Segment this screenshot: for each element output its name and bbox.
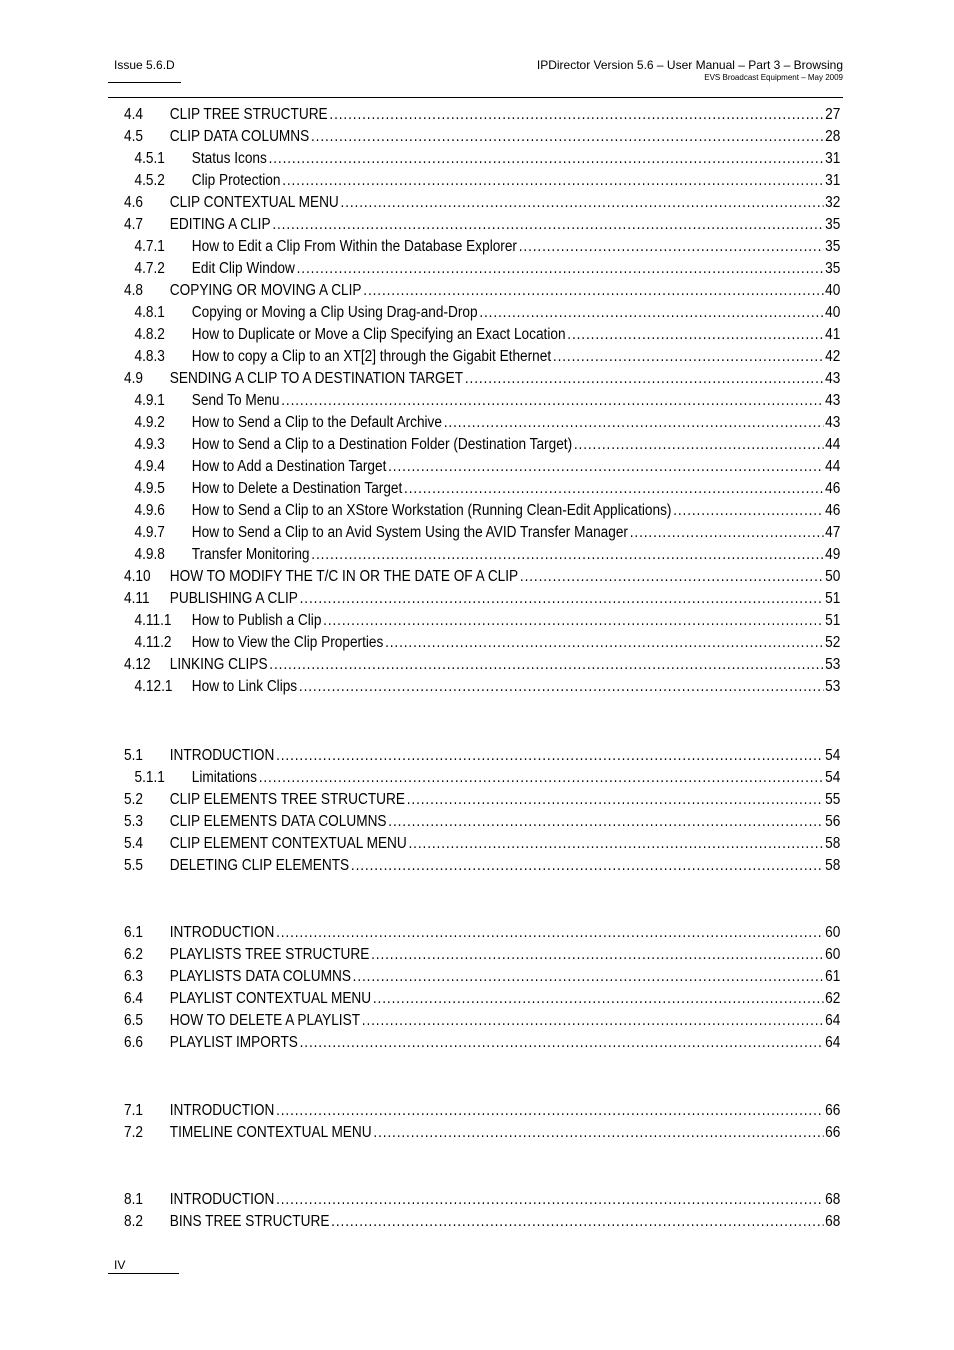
toc-entry-page: 68 <box>825 1213 841 1230</box>
toc-entry-page: 44 <box>825 436 841 453</box>
toc-entry-page: 32 <box>825 194 841 211</box>
toc-entry[interactable] <box>124 148 840 170</box>
toc-entry-number: 5.3 <box>124 813 143 830</box>
toc-entry-title: INTRODUCTION <box>169 1191 275 1208</box>
toc-entry-number: 4.9.6 <box>134 502 165 519</box>
toc-entry-number: 5.1.1 <box>134 769 165 786</box>
toc-entry[interactable] <box>124 966 840 988</box>
toc-dot-leader <box>300 1032 824 1054</box>
toc-entry[interactable] <box>124 922 840 944</box>
toc-dot-leader <box>281 390 823 412</box>
toc-dot-leader <box>385 632 823 654</box>
toc-entry-title: How to Send a Clip to an XStore Workstation (Running Clean-Edit Applications) <box>191 502 672 519</box>
toc-entry-number: 4.5 <box>124 128 143 145</box>
toc-entry-page: 64 <box>825 1012 841 1029</box>
toc-entry-page: 43 <box>825 392 841 409</box>
toc-entry-title: How to Send a Clip to an Avid System Using the AVID Transfer Manager <box>191 524 628 541</box>
toc-group-8 <box>124 1189 841 1233</box>
toc-group-6 <box>124 922 841 1054</box>
header-title: IPDirector Version 5.6 – User Manual – Part 3 – Browsing <box>536 58 843 72</box>
toc-entry-number: 6.3 <box>124 968 143 985</box>
toc-entry-number: 4.11.2 <box>134 634 172 651</box>
toc-entry-page: 60 <box>825 946 841 963</box>
toc-entry[interactable] <box>124 104 840 126</box>
toc-entry[interactable] <box>124 833 840 855</box>
toc-entry[interactable] <box>124 944 840 966</box>
toc-entry-page: 44 <box>825 458 841 475</box>
header-issue: Issue 5.6.D <box>114 58 175 72</box>
toc-dot-leader <box>630 522 824 544</box>
toc-entry-number: 7.2 <box>124 1124 143 1141</box>
toc-dot-leader <box>567 324 823 346</box>
toc-entry-number: 4.10 <box>124 568 151 585</box>
toc-entry-number: 4.5.1 <box>134 150 165 167</box>
toc-entry-page: 68 <box>825 1191 841 1208</box>
toc-entry-page: 61 <box>825 968 841 985</box>
toc-entry-title: How to Edit a Clip From Within the Database Explorer <box>191 238 517 255</box>
toc-entry[interactable] <box>124 988 840 1010</box>
toc-entry-page: 54 <box>825 747 841 764</box>
toc-entry-number: 4.6 <box>124 194 143 211</box>
toc-dot-leader <box>311 544 823 566</box>
toc-entry-title: How to Delete a Destination Target <box>191 480 403 497</box>
toc-entry-title: CLIP ELEMENTS DATA COLUMNS <box>169 813 387 830</box>
toc-entry-title: How to Publish a Clip <box>191 612 322 629</box>
toc-entry-number: 4.8.2 <box>134 326 165 343</box>
toc-dot-leader <box>323 610 823 632</box>
toc-entry-number: 4.9.8 <box>134 546 165 563</box>
toc-entry-page: 49 <box>825 546 841 563</box>
toc-group-5 <box>124 745 841 877</box>
toc-dot-leader <box>373 988 823 1010</box>
toc-entry-title: EDITING A CLIP <box>169 216 271 233</box>
toc-dot-leader <box>404 478 823 500</box>
toc-entry[interactable] <box>124 412 840 434</box>
toc-dot-leader <box>388 456 823 478</box>
toc-entry-page: 58 <box>825 835 841 852</box>
toc-entry[interactable] <box>124 745 840 767</box>
toc-entry[interactable] <box>124 192 840 214</box>
toc-entry-number: 7.1 <box>124 1102 143 1119</box>
toc-entry-title: INTRODUCTION <box>169 1102 275 1119</box>
toc-entry-page: 52 <box>825 634 841 651</box>
toc-entry-page: 51 <box>825 612 841 629</box>
toc-entry-number: 5.2 <box>124 791 143 808</box>
toc-entry-title: HOW TO DELETE A PLAYLIST <box>169 1012 361 1029</box>
header-left-rule <box>108 82 181 83</box>
toc-entry-title: PUBLISHING A CLIP <box>169 590 298 607</box>
toc-entry-number: 4.9 <box>124 370 143 387</box>
toc-dot-leader <box>276 745 823 767</box>
header-right <box>537 58 843 83</box>
toc-entry-title: How to Duplicate or Move a Clip Specifying an Exact Location <box>191 326 566 343</box>
toc-dot-leader <box>311 126 823 148</box>
toc-entry-page: 40 <box>825 304 841 321</box>
toc-dot-leader <box>373 1122 823 1144</box>
toc-entry-title: How to Send a Clip to the Default Archive <box>191 414 442 431</box>
toc-entry-number: 5.5 <box>124 857 143 874</box>
toc-entry-title: Send To Menu <box>191 392 280 409</box>
toc-entry-number: 4.12 <box>124 656 151 673</box>
toc-dot-leader <box>276 1189 823 1211</box>
toc-entry-number: 4.9.2 <box>134 414 165 431</box>
toc-entry-page: 43 <box>825 414 841 431</box>
toc-entry-number: 5.1 <box>124 747 143 764</box>
toc-entry-page: 62 <box>825 990 841 1007</box>
toc-entry-page: 66 <box>825 1124 841 1141</box>
toc-dot-leader <box>371 944 823 966</box>
toc-entry-page: 58 <box>825 857 841 874</box>
toc-entry-title: CLIP ELEMENTS TREE STRUCTURE <box>169 791 405 808</box>
toc-entry-page: 64 <box>825 1034 841 1051</box>
toc-entry-title: Transfer Monitoring <box>191 546 310 563</box>
toc-entry-number: 4.7 <box>124 216 143 233</box>
toc-entry-number: 6.5 <box>124 1012 143 1029</box>
toc-dot-leader <box>331 1211 823 1233</box>
toc-entry-number: 6.1 <box>124 924 143 941</box>
toc-entry-page: 42 <box>825 348 841 365</box>
toc-entry-number: 4.9.4 <box>134 458 165 475</box>
toc-dot-leader <box>465 368 824 390</box>
toc-entry[interactable] <box>124 811 840 833</box>
toc-dot-leader <box>353 966 824 988</box>
toc-entry[interactable] <box>124 368 840 390</box>
toc-entry-title: CLIP ELEMENT CONTEXTUAL MENU <box>169 835 407 852</box>
toc-entry-page: 35 <box>825 216 841 233</box>
toc-entry-title: PLAYLIST CONTEXTUAL MENU <box>169 990 372 1007</box>
toc-entry-number: 4.9.7 <box>134 524 165 541</box>
toc-entry-title: How to View the Clip Properties <box>191 634 384 651</box>
toc-entry-title: Clip Protection <box>191 172 281 189</box>
toc-entry-title: DELETING CLIP ELEMENTS <box>169 857 350 874</box>
header-rule <box>108 97 843 98</box>
toc-entry-number: 4.9.1 <box>134 392 165 409</box>
toc-entry-page: 43 <box>825 370 841 387</box>
toc-entry-page: 46 <box>825 480 841 497</box>
toc-entry[interactable] <box>124 1032 840 1054</box>
toc-dot-leader <box>269 654 823 676</box>
toc-dot-leader <box>351 855 823 877</box>
toc-entry[interactable] <box>124 767 840 789</box>
toc-entry-title: HOW TO MODIFY THE T/C IN OR THE DATE OF A CLIP <box>169 568 519 585</box>
toc-entry-number: 4.9.5 <box>134 480 165 497</box>
toc-entry[interactable] <box>124 1122 840 1144</box>
toc-dot-leader <box>329 104 823 126</box>
toc-entry-title: PLAYLISTS DATA COLUMNS <box>169 968 351 985</box>
toc-entry-title: CLIP CONTEXTUAL MENU <box>169 194 339 211</box>
toc-group-4 <box>124 104 841 698</box>
header-subtitle: EVS Broadcast Equipment – May 2009 <box>704 73 843 82</box>
toc-entry[interactable] <box>124 610 840 632</box>
toc-dot-leader <box>519 236 824 258</box>
toc-entry-title: TIMELINE CONTEXTUAL MENU <box>169 1124 372 1141</box>
toc-dot-leader <box>299 676 823 698</box>
toc-entry-number: 4.8.1 <box>134 304 165 321</box>
toc-entry[interactable] <box>124 280 840 302</box>
toc-entry-title: How to Send a Clip to a Destination Folder (Destination Target) <box>191 436 573 453</box>
toc-entry-title: How to Add a Destination Target <box>191 458 387 475</box>
toc-entry-number: 4.9.3 <box>134 436 165 453</box>
toc-entry-page: 46 <box>825 502 841 519</box>
toc-entry-title: PLAYLIST IMPORTS <box>169 1034 298 1051</box>
toc-entry-page: 35 <box>825 238 841 255</box>
toc-entry[interactable] <box>124 390 840 412</box>
toc-dot-leader <box>272 214 823 236</box>
toc-entry-page: 41 <box>825 326 841 343</box>
toc-entry-title: COPYING OR MOVING A CLIP <box>169 282 362 299</box>
toc-entry[interactable] <box>124 346 840 368</box>
toc-dot-leader <box>362 1010 824 1032</box>
toc-entry-number: 5.4 <box>124 835 143 852</box>
toc-group-7 <box>124 1100 841 1144</box>
toc-entry-title: Limitations <box>191 769 257 786</box>
toc-entry-title: PLAYLISTS TREE STRUCTURE <box>169 946 370 963</box>
toc-entry-page: 31 <box>825 150 841 167</box>
toc-entry-page: 51 <box>825 590 841 607</box>
toc-entry[interactable] <box>124 654 840 676</box>
toc-dot-leader <box>479 302 823 324</box>
toc-entry-number: 4.11 <box>124 590 150 607</box>
toc-entry-number: 4.7.2 <box>134 260 165 277</box>
toc-entry-page: 56 <box>825 813 841 830</box>
toc-entry-page: 50 <box>825 568 841 585</box>
toc-entry-number: 6.2 <box>124 946 143 963</box>
toc-entry[interactable] <box>124 1100 840 1122</box>
toc-entry[interactable] <box>124 126 840 148</box>
toc-entry[interactable] <box>124 500 840 522</box>
toc-entry-page: 55 <box>825 791 841 808</box>
toc-entry[interactable] <box>124 789 840 811</box>
toc-entry[interactable] <box>124 434 840 456</box>
toc-entry[interactable] <box>124 236 840 258</box>
toc-entry-page: 60 <box>825 924 841 941</box>
toc-entry-title: Edit Clip Window <box>191 260 295 277</box>
toc-entry-number: 4.4 <box>124 106 143 123</box>
toc-entry[interactable] <box>124 855 840 877</box>
toc-entry-title: Status Icons <box>191 150 267 167</box>
toc-entry-title: CLIP DATA COLUMNS <box>169 128 310 145</box>
toc-entry-page: 54 <box>825 769 841 786</box>
toc-dot-leader <box>276 922 823 944</box>
toc-entry-page: 31 <box>825 172 841 189</box>
toc-entry-title: How to Link Clips <box>191 678 298 695</box>
toc-entry[interactable] <box>124 676 840 698</box>
toc-entry-number: 8.1 <box>124 1191 143 1208</box>
toc-dot-leader <box>553 346 823 368</box>
toc-dot-leader <box>282 170 823 192</box>
toc-entry[interactable] <box>124 456 840 478</box>
toc-entry[interactable] <box>124 632 840 654</box>
toc-entry-page: 53 <box>825 678 841 695</box>
footer-rule <box>108 1273 179 1274</box>
toc-entry[interactable] <box>124 170 840 192</box>
toc-entry-title: LINKING CLIPS <box>169 656 268 673</box>
toc-entry[interactable] <box>124 478 840 500</box>
toc-dot-leader <box>276 1100 823 1122</box>
toc-entry-page: 40 <box>825 282 841 299</box>
toc-entry[interactable] <box>124 258 840 280</box>
toc-dot-leader <box>259 767 824 789</box>
toc-entry[interactable] <box>124 1211 840 1233</box>
toc-entry-page: 28 <box>825 128 841 145</box>
toc-dot-leader <box>297 258 824 280</box>
toc-dot-leader <box>673 500 823 522</box>
toc-entry-number: 4.8 <box>124 282 143 299</box>
toc-dot-leader <box>388 811 823 833</box>
toc-entry[interactable] <box>124 1010 840 1032</box>
toc-entry-title: How to copy a Clip to an XT[2] through the Gigabit Ethernet <box>191 348 552 365</box>
toc-entry-title: BINS TREE STRUCTURE <box>169 1213 330 1230</box>
toc-entry-page: 47 <box>825 524 841 541</box>
toc-entry[interactable] <box>124 302 840 324</box>
toc-entry[interactable] <box>124 522 840 544</box>
toc-entry-title: SENDING A CLIP TO A DESTINATION TARGET <box>169 370 464 387</box>
toc-dot-leader <box>300 588 824 610</box>
toc-entry-number: 4.5.2 <box>134 172 165 189</box>
toc-entry-page: 66 <box>825 1102 841 1119</box>
toc-entry[interactable] <box>124 1189 840 1211</box>
toc-entry[interactable] <box>124 566 840 588</box>
toc-entry-page: 35 <box>825 260 841 277</box>
toc-entry-title: INTRODUCTION <box>169 747 275 764</box>
toc-entry[interactable] <box>124 544 840 566</box>
toc-dot-leader <box>407 789 824 811</box>
toc-entry-title: INTRODUCTION <box>169 924 275 941</box>
toc-entry[interactable] <box>124 588 840 610</box>
toc-entry[interactable] <box>124 214 840 236</box>
toc-dot-leader <box>409 833 824 855</box>
toc-entry-number: 4.8.3 <box>134 348 165 365</box>
toc-entry-number: 6.4 <box>124 990 143 1007</box>
toc-entry-number: 8.2 <box>124 1213 143 1230</box>
toc-dot-leader <box>520 566 823 588</box>
toc-dot-leader <box>363 280 823 302</box>
toc-entry-number: 4.7.1 <box>134 238 165 255</box>
toc-entry-number: 4.12.1 <box>134 678 173 695</box>
toc-entry-number: 6.6 <box>124 1034 143 1051</box>
toc-dot-leader <box>341 192 824 214</box>
toc-entry-page: 53 <box>825 656 841 673</box>
toc-entry-title: CLIP TREE STRUCTURE <box>169 106 328 123</box>
toc-dot-leader <box>269 148 824 170</box>
toc-entry-page: 27 <box>825 106 841 123</box>
toc-entry-number: 4.11.1 <box>134 612 172 629</box>
footer-page-label: IV <box>114 1258 126 1272</box>
toc-entry[interactable] <box>124 324 840 346</box>
toc-entry-title: Copying or Moving a Clip Using Drag-and-Drop <box>191 304 478 321</box>
toc-dot-leader <box>444 412 824 434</box>
toc-dot-leader <box>574 434 824 456</box>
